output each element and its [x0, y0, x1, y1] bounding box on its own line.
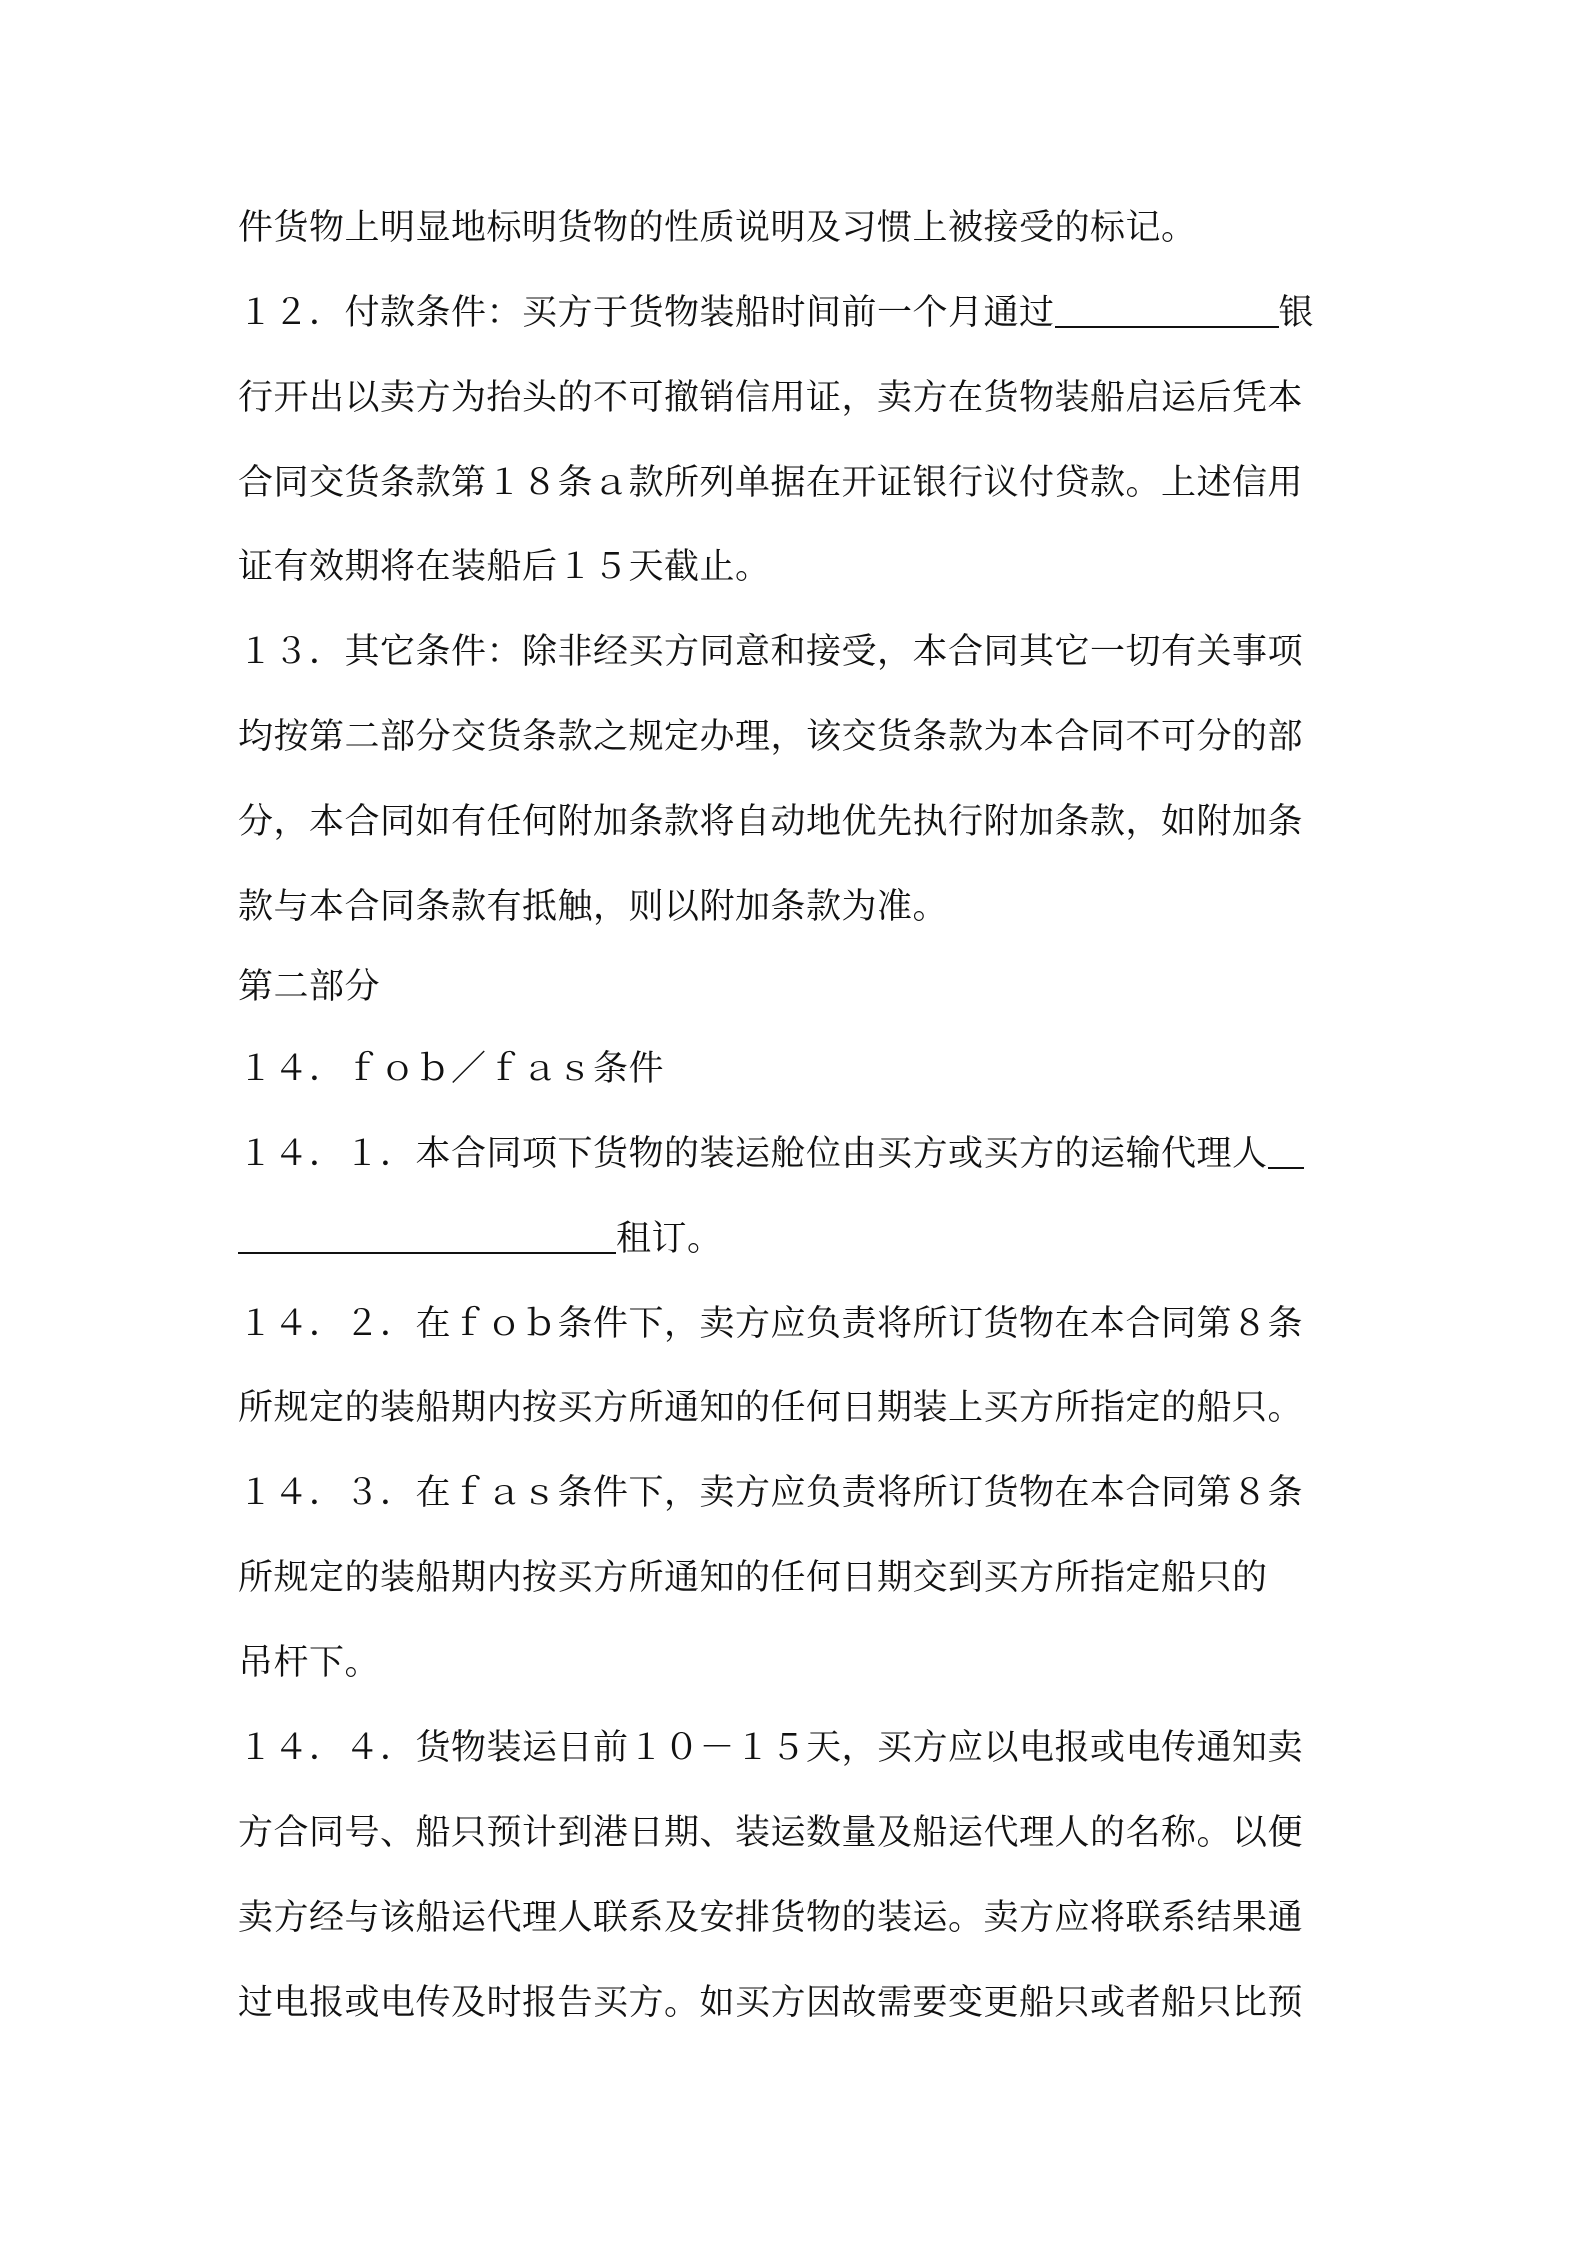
- line-text-after: 银: [1278, 293, 1315, 333]
- text-line: [238, 1548, 1358, 1608]
- line-text: １４．３．在ｆａｓ条件下，卖方应负责将所订货物在本合同第８条: [238, 1473, 1304, 1513]
- fill-in-blank-bank: [1055, 292, 1279, 328]
- text-line: [238, 877, 1358, 937]
- text-line: [238, 1378, 1358, 1438]
- text-line: [238, 707, 1358, 767]
- line-text: 吊杆下。: [238, 1643, 381, 1683]
- text-line: [238, 1124, 1358, 1184]
- line-text: 件货物上明显地标明货物的性质说明及习惯上被接受的标记。: [238, 208, 1197, 248]
- line-text: １３．其它条件：除非经买方同意和接受，本合同其它一切有关事项: [238, 632, 1304, 672]
- line-text: 方合同号、船只预计到港日期、装运数量及船运代理人的名称。以便: [238, 1813, 1304, 1853]
- line-text-after: 租订。: [616, 1219, 723, 1259]
- text-line: [238, 368, 1358, 428]
- line-text: 证有效期将在装船后１５天截止。: [238, 547, 771, 587]
- fill-in-blank-agent-cont: [238, 1218, 616, 1254]
- text-line: [238, 1973, 1358, 2033]
- text-line: [238, 453, 1358, 513]
- line-text: 第二部分: [238, 967, 381, 1007]
- text-line: [238, 622, 1358, 682]
- line-text: １４．ｆｏｂ／ｆａｓ条件: [238, 1049, 665, 1089]
- line-text: 均按第二部分交货条款之规定办理，该交货条款为本合同不可分的部: [238, 717, 1304, 757]
- line-text: １４．２．在ｆｏｂ条件下，卖方应负责将所订货物在本合同第８条: [238, 1304, 1304, 1344]
- text-line: [238, 1463, 1358, 1523]
- line-text: １４．４．货物装运日前１０－１５天，买方应以电报或电传通知卖: [238, 1728, 1304, 1768]
- text-line: [238, 1039, 1358, 1099]
- text-line: [238, 283, 1358, 343]
- line-text: 所规定的装船期内按买方所通知的任何日期装上买方所指定的船只。: [238, 1388, 1304, 1428]
- text-line: [238, 1209, 1358, 1269]
- line-text: 分，本合同如有任何附加条款将自动地优先执行附加条款，如附加条: [238, 802, 1304, 842]
- line-text: 过电报或电传及时报告买方。如买方因故需要变更船只或者船只比预: [238, 1983, 1304, 2023]
- text-line: [238, 1294, 1358, 1354]
- text-line: [238, 198, 1358, 258]
- text-line: [238, 1633, 1358, 1693]
- fill-in-blank-agent: [1268, 1133, 1304, 1169]
- text-line: [238, 1718, 1358, 1778]
- section-heading: [238, 957, 1358, 1017]
- line-text: １４．１．本合同项下货物的装运舱位由买方或买方的运输代理人: [238, 1134, 1268, 1174]
- text-line: [238, 792, 1358, 852]
- line-text: 合同交货条款第１８条ａ款所列单据在开证银行议付贷款。上述信用: [238, 463, 1304, 503]
- text-line: [238, 1888, 1358, 1948]
- line-text: 行开出以卖方为抬头的不可撤销信用证，卖方在货物装船启运后凭本: [238, 378, 1304, 418]
- line-text: 款与本合同条款有抵触，则以附加条款为准。: [238, 887, 949, 927]
- line-text: 卖方经与该船运代理人联系及安排货物的装运。卖方应将联系结果通: [238, 1898, 1304, 1938]
- text-line: [238, 1803, 1358, 1863]
- text-line: [238, 537, 1358, 597]
- line-text: 所规定的装船期内按买方所通知的任何日期交到买方所指定船只的: [238, 1558, 1268, 1598]
- line-text: １２．付款条件：买方于货物装船时间前一个月通过: [238, 293, 1055, 333]
